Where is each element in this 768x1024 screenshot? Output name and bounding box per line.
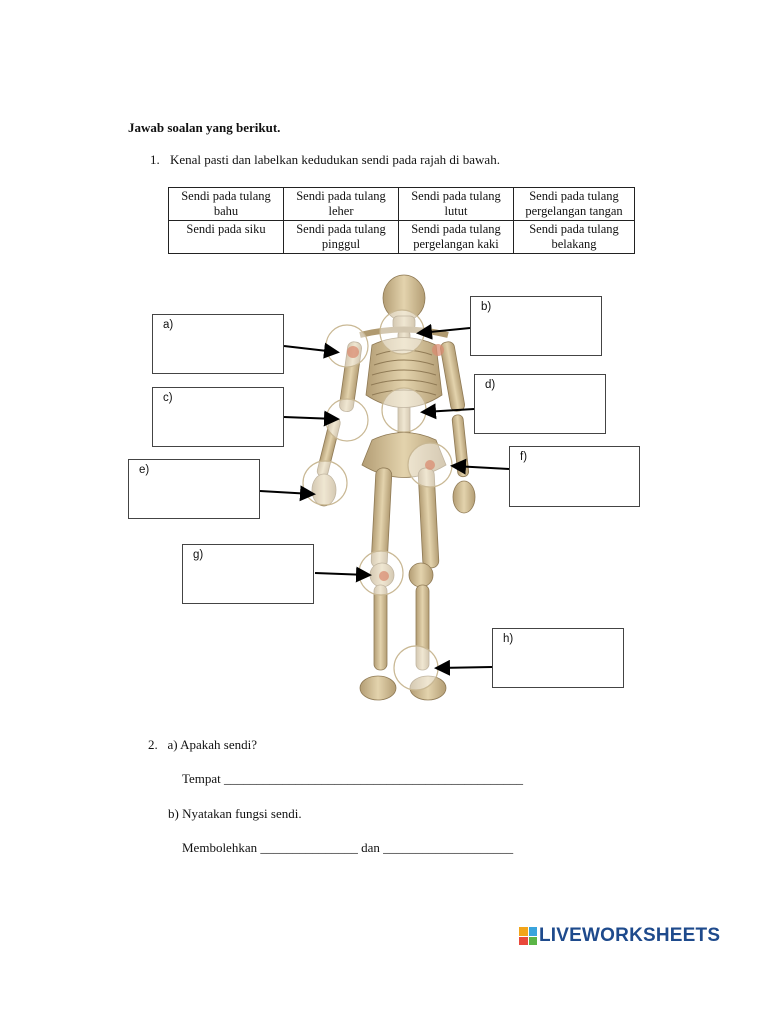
option-line: belakang [551,237,597,251]
option-cell [514,221,635,254]
question-1 [150,152,500,168]
liveworksheets-logo-icon [519,927,537,945]
answer-2a-blank[interactable]: ______________________________________________ [224,771,524,786]
watermark-text: LIVEWORKSHEETS [539,925,721,946]
option-cell [169,221,284,254]
label-box-letter: g) [193,549,204,561]
option-cell [399,188,514,221]
answer-2a-prefix: Tempat [182,771,221,786]
label-box-e[interactable] [128,459,260,519]
option-cell [399,221,514,254]
option-line: pergelangan tangan [525,204,623,218]
label-box-a[interactable] [152,314,284,374]
option-line: Sendi pada siku [186,222,266,236]
question-2-number: 2. [148,737,158,752]
instructions-heading: Jawab soalan yang berikut. [128,120,281,135]
answer-2b-blank-2[interactable]: ____________________ [383,840,514,855]
option-line: leher [328,204,354,218]
answer-2b-prefix: Membolehkan [182,840,258,855]
option-line: lutut [444,204,468,218]
option-cell [284,188,399,221]
label-box-g[interactable] [182,544,314,604]
label-box-letter: c) [163,392,173,404]
option-line: bahu [213,204,239,218]
answer-2b-and: dan [361,840,380,855]
label-box-letter: d) [485,379,496,391]
question-1-text: Kenal pasti dan labelkan kedudukan sendi pada rajah di bawah. [170,152,500,167]
skeleton-figure [0,268,768,718]
answer-2b-blank-1[interactable]: _______________ [260,840,358,855]
option-line: Sendi pada tulang [181,189,271,203]
option-line: Sendi pada tulang [529,222,619,236]
label-box-f[interactable] [509,446,640,507]
option-cell [284,221,399,254]
question-2a-text: a) Apakah sendi? [167,737,258,752]
label-box-b[interactable] [470,296,602,356]
question-2b-text: b) Nyatakan fungsi sendi. [168,806,302,821]
answer-2b-line[interactable] [182,840,513,856]
skeleton-illustration [0,268,768,718]
answer-2a-line[interactable] [182,771,523,787]
label-box-letter: b) [481,301,492,313]
option-line: Sendi pada tulang [296,222,386,236]
option-line: pergelangan kaki [413,237,499,251]
option-cell [514,188,635,221]
option-line: pinggul [321,237,361,251]
option-line: Sendi pada tulang [296,189,386,203]
label-box-letter: a) [163,319,174,331]
label-box-d[interactable] [474,374,606,434]
question-1-number: 1. [150,152,160,167]
table-row [169,188,635,221]
label-box-letter: f) [520,451,528,463]
liveworksheets-watermark [519,925,720,947]
label-box-letter: e) [139,464,150,476]
table-row [169,221,635,254]
question-2 [148,737,257,753]
label-box-letter: h) [503,633,514,645]
option-line: Sendi pada tulang [529,189,619,203]
label-box-h[interactable] [492,628,624,688]
option-line: Sendi pada tulang [411,189,501,203]
label-box-c[interactable] [152,387,284,447]
option-cell [169,188,284,221]
option-line: Sendi pada tulang [411,222,501,236]
answer-options-table [168,187,635,254]
